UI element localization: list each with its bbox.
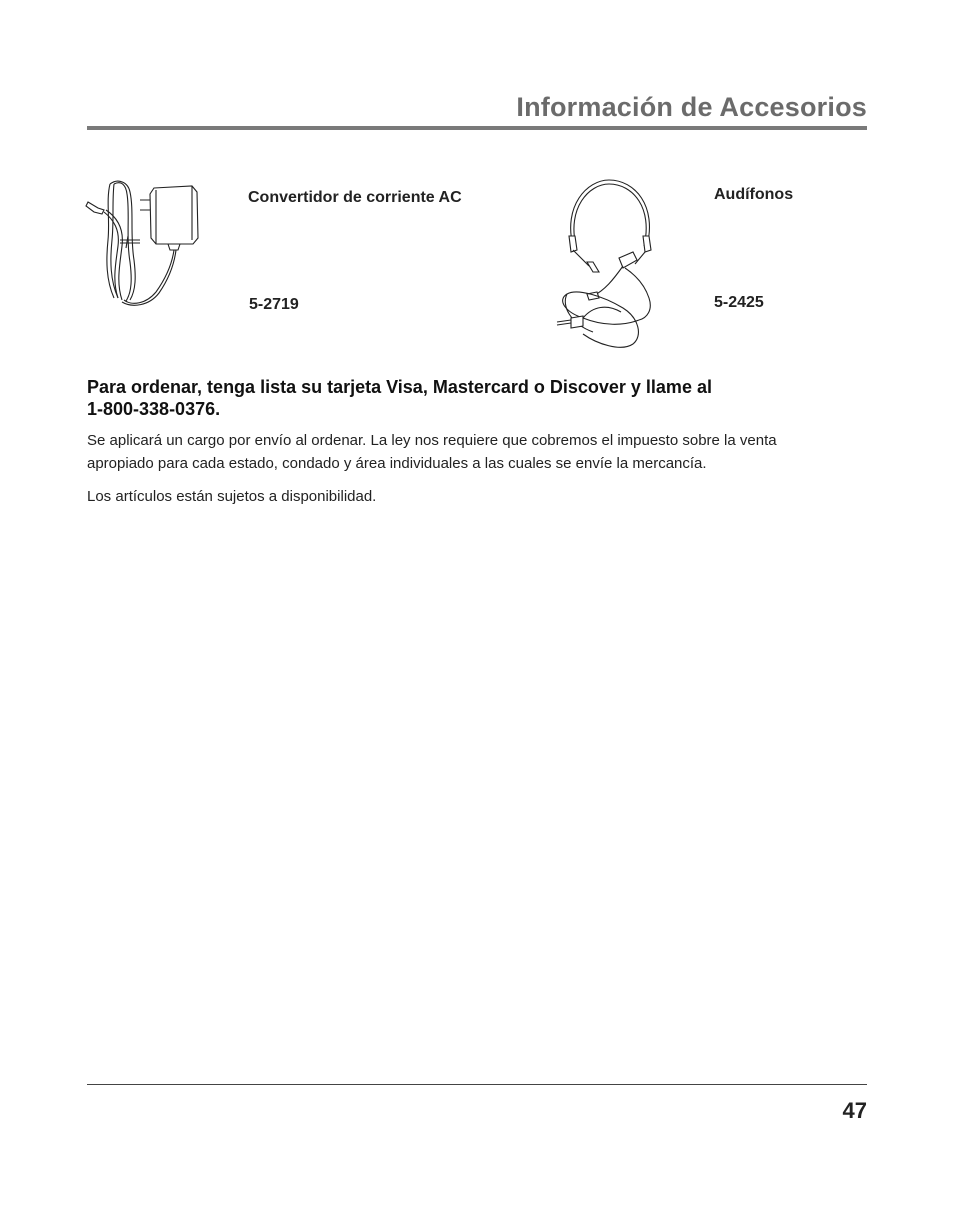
ac-adapter-illustration	[84, 180, 204, 308]
title-divider	[87, 126, 867, 130]
availability-paragraph: Los artículos están sujetos a disponibilidad.	[87, 488, 377, 505]
shipping-tax-paragraph: Se aplicará un cargo por envío al ordenar. La ley nos requiere que cobremos el impuesto sobre la venta apropiado para cada estado, condado y área individuales a las cuales se envíe la mercancía.	[87, 432, 777, 472]
headset-illustration	[553, 176, 663, 356]
product-number-adapter: 5-2719	[249, 296, 299, 313]
page-number: 47	[842, 1098, 867, 1123]
ordering-phone: 1-800-338-0376.	[87, 399, 221, 419]
ordering-heading-line1: Para ordenar, tenga lista su tarjeta Visa, Mastercard o Discover y llame al	[87, 377, 712, 397]
product-name-adapter: Convertidor de corriente AC	[248, 189, 462, 206]
ordering-heading	[87, 376, 787, 420]
product-number-headset: 5-2425	[714, 294, 764, 311]
page-title: Información de Accesorios	[516, 92, 867, 122]
product-name-headset: Audífonos	[714, 186, 794, 203]
footer-divider	[87, 1084, 867, 1085]
